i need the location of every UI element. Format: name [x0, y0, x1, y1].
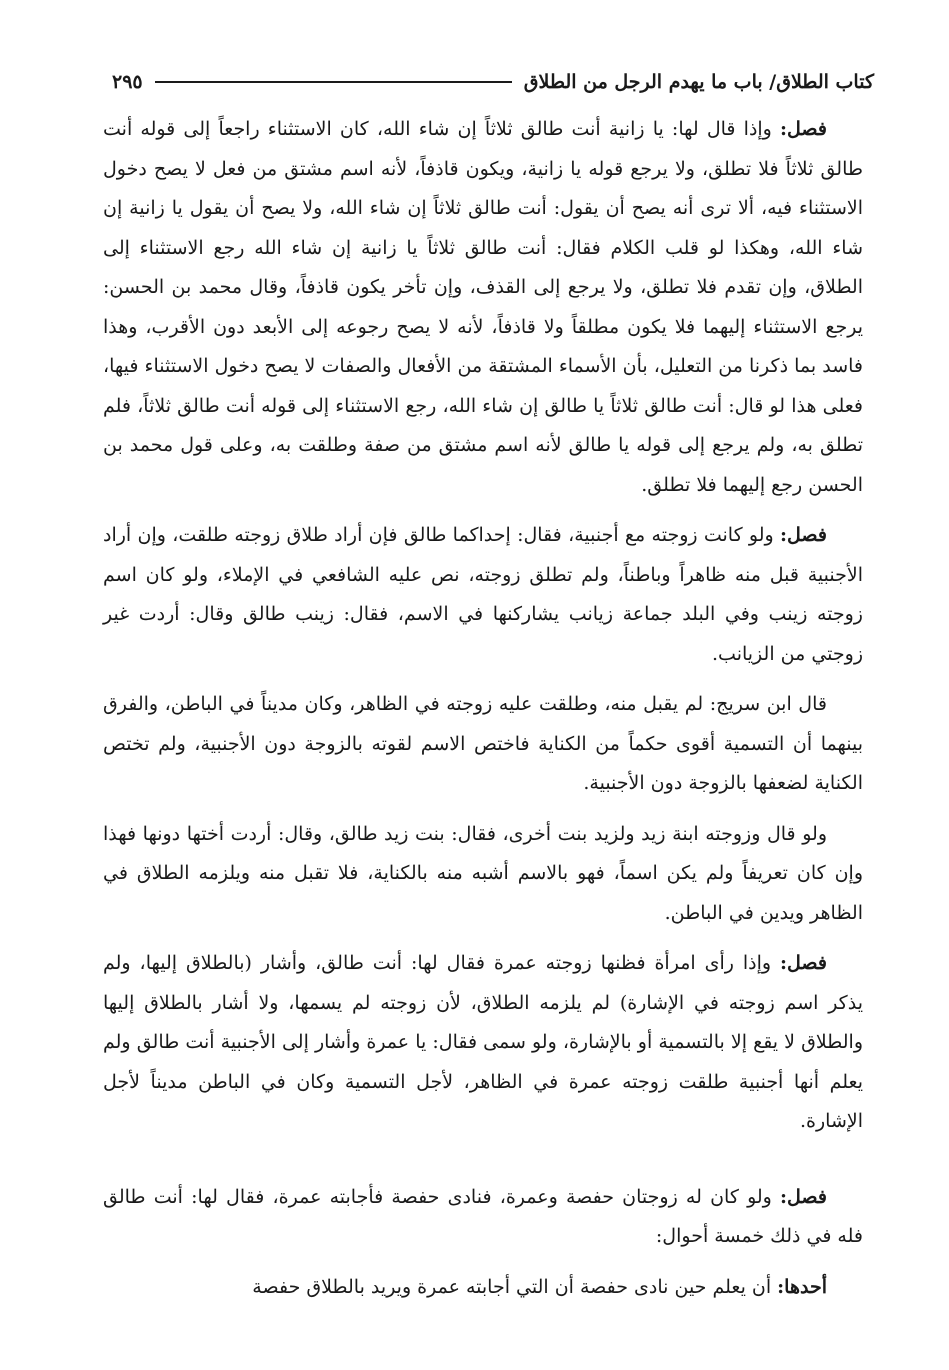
header-rule	[155, 81, 512, 83]
paragraph-text: أن يعلم حين نادى حفصة أن التي أجابته عمرة ويريد بالطلاق حفصة	[252, 1275, 778, 1298]
paragraph-4	[103, 815, 863, 934]
paragraph-text: وإذا قال لها: يا زانية أنت طالق ثلاثاً إن شاء الله، كان الاستثناء راجعاً إلى قوله أنت طالق ثلاثاً فلا تطلق، ولا يرجع قوله يا زانية، ويكون قاذفاً، لأنه اسم مشتق من فعل لا يصح دخول الاستثناء فيه، ألا ترى أنه يصح أن يقول: أنت طالق ثلاثاً إن شاء الله، ولا يصح أن يقول يا زانية إن شاء الله، وهكذا لو قلب الكلام فقال: أنت طالق ثلاثاً يا زانية إن شاء الله رجع الاستثناء إلى الطلاق، وإن تقدم فلا تطلق، ولا يرجع إلى القذف، وإن تأخر يكون قاذفاً، وقال محمد بن الحسن: يرجع الاستثناء إليهما فلا يكون مطلقاً ولا قاذفاً، لأنه لا يصح رجوعه إلى الأبعد دون الأقرب، وهذا فاسد بما ذكرنا من التعليل، بأن الأسماء المشتقة من الأفعال والصفات لا يصح دخول الاستثناء فيها، فعلى هذا لو قال: أنت طالق ثلاثاً يا طالق إن شاء الله، رجع الاستثناء إلى قوله أنت طالق ثلاثاً، فلم تطلق به، ولم يرجع إلى قوله يا طالق لأنه اسم مشتق من صفة وطلقت به، وعلى قول محمد بن الحسن رجع إليهما فلا تطلق.	[103, 118, 863, 496]
paragraph-text: ولو كانت زوجته مع أجنبية، فقال: إحداكما طالق فإن أراد طلاق زوجته طلقت، وإن أراد الأجنبية قبل منه ظاهراً وباطناً، ولم تطلق زوجته، نص عليه الشافعي في الإملاء، ولو كان اسم زوجته زينب وفي البلد جماعة زيانب يشاركنها في الاسم، فقال: زينب طالق وقال: أردت غير زوجتي من الزيانب.	[103, 524, 863, 665]
section-label: أحدها:	[777, 1275, 827, 1298]
section-label: فصل:	[780, 524, 827, 546]
page-body	[103, 110, 863, 1307]
paragraph-6	[103, 1178, 863, 1257]
section-label: فصل:	[780, 1185, 827, 1208]
paragraph-text: ولو كان له زوجتان حفصة وعمرة، فنادى حفصة فأجابته عمرة، فقال لها: أنت طالق فله في ذلك خمسة أحوال:	[103, 1185, 863, 1247]
paragraph-text: قال ابن سريج: لم يقبل منه، وطلقت عليه زوجته في الظاهر، وكان مديناً في الباطن، والفرق بينهما أن التسمية أقوى حكماً من الكناية فاختص الاسم لقوته بالزوجة دون الأجنبية، ولم تختص الكناية لضعفها بالزوجة دون الأجنبية.	[103, 693, 863, 794]
section-label: فصل:	[780, 952, 827, 974]
page-number: ٢٩٥	[112, 71, 143, 93]
paragraph-text: ولو قال وزوجته ابنة زيد ولزيد بنت أخرى، فقال: بنت زيد طالق، وقال: أردت أختها دونها فهذا وإن كان تعريفاً ولم يكن اسماً، فهو بالاسم أشبه منه بالكناية، فلا تقبل منه ويلزمه الطلاق في الظاهر ويدين في الباطن.	[103, 822, 863, 924]
paragraph-7	[103, 1268, 863, 1308]
running-header	[112, 62, 874, 102]
paragraph-3	[103, 685, 863, 804]
section-label: فصل:	[780, 118, 827, 140]
paragraph-2	[103, 516, 863, 674]
paragraph-1	[103, 110, 863, 505]
chapter-title: كتاب الطلاق/ باب ما يهدم الرجل من الطلاق	[523, 71, 874, 93]
paragraph-5	[103, 944, 863, 1142]
paragraph-text: وإذا رأى امرأة فظنها زوجته عمرة فقال لها: أنت طالق، وأشار (بالطلاق إليها، ولم يذكر اسم زوجته في الإشارة) لم يلزمه الطلاق، لأن زوجته لم يسمها، ولا أشار بالطلاق إليها والطلاق لا يقع إلا بالتسمية أو بالإشارة، ولو سمى فقال: يا عمرة وأشار إلى الأجنبية أنت طالق ولم يعلم أنها أجنبية طلقت زوجته عمرة في الظاهر، لأجل التسمية وكان في الباطن مديناً لأجل الإشارة.	[103, 952, 863, 1132]
